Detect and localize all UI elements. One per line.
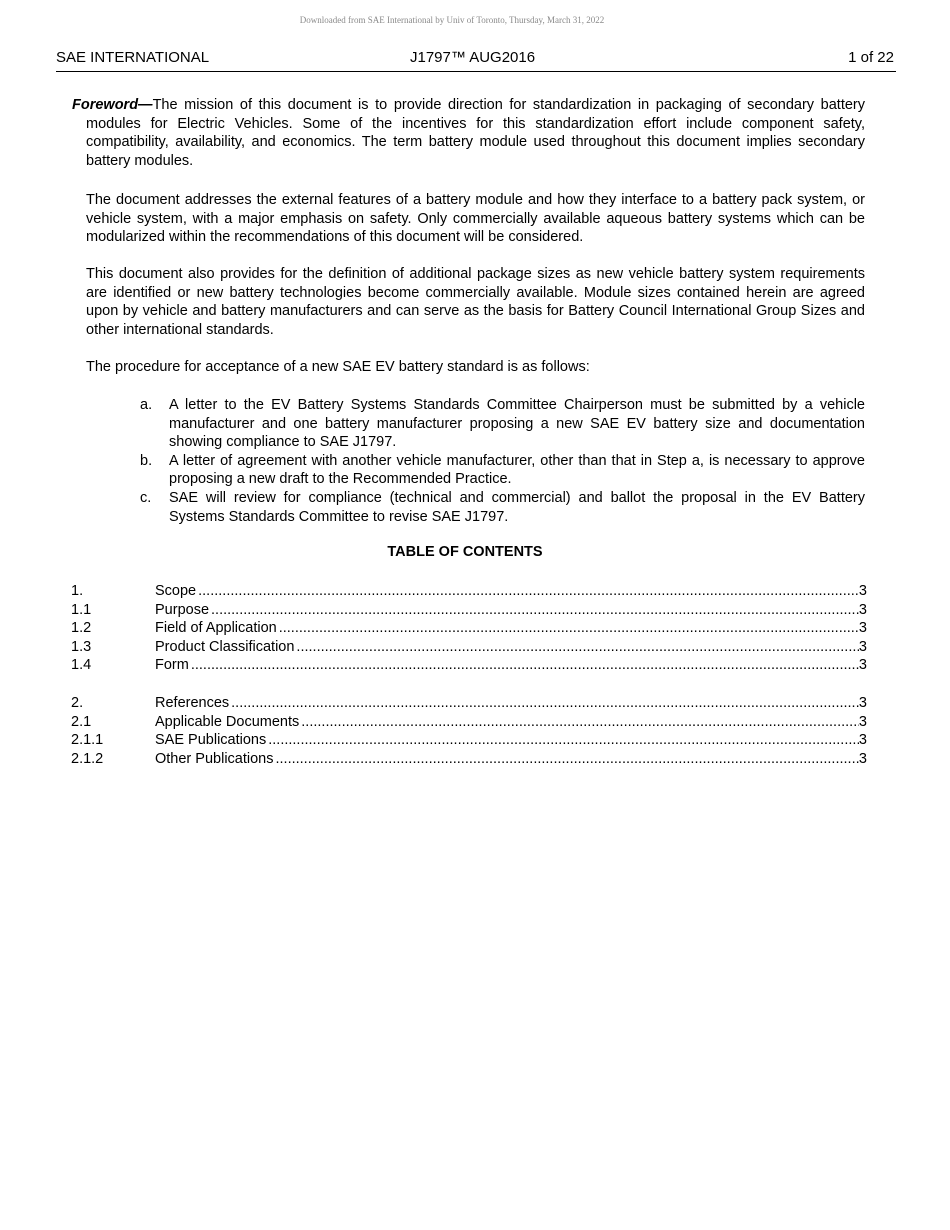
toc-label: SAE Publications [155, 732, 267, 749]
toc-leader-dots [266, 731, 859, 750]
toc-page-number: 3 [858, 732, 867, 749]
list-item [140, 452, 865, 489]
list-item-text: A letter to the EV Battery Systems Standards Committee Chairperson must be submitted by a vehicle manufacturer and one battery manufacturer proposing a new SAE EV battery size and documentation showing compliance to SAE J1797. [169, 397, 865, 451]
toc-section-1 [71, 582, 867, 675]
toc-leader-dots [277, 619, 859, 638]
page-header [56, 49, 896, 72]
toc-page-number: 3 [858, 750, 867, 767]
toc-leader-dots [294, 638, 859, 657]
toc-label: Scope [155, 583, 197, 599]
toc-label: Product Classification [155, 638, 295, 655]
toc-row[interactable] [71, 750, 867, 769]
toc-leader-dots [196, 582, 859, 601]
list-item [140, 396, 865, 452]
toc-leader-dots [189, 656, 859, 675]
download-watermark: Downloaded from SAE International by Univ of Toronto, Thursday, March 31, 2022 [299, 15, 605, 25]
toc-leader-dots [229, 694, 859, 713]
toc-number: 1.1 [71, 601, 92, 618]
list-marker: c. [140, 489, 152, 506]
header-org: SAE INTERNATIONAL [56, 49, 210, 66]
toc-page-number: 3 [858, 713, 867, 730]
toc-label: Applicable Documents [155, 713, 300, 730]
foreword-paragraph [72, 96, 865, 170]
toc-page-number: 3 [858, 657, 867, 674]
toc-row[interactable] [71, 694, 867, 713]
toc-title: TABLE OF CONTENTS [387, 544, 543, 560]
toc-page-number: 3 [858, 620, 867, 637]
toc-number: 1.2 [71, 620, 92, 637]
list-item-text: A letter of agreement with another vehicle manufacturer, other than that in Step a, is necessary to approve proposing a new draft to the Recommended Practice. [169, 452, 865, 488]
list-marker: a. [140, 397, 153, 413]
foreword-lead: Foreword— [72, 97, 153, 113]
toc-number: 2.1 [71, 713, 92, 730]
body-paragraph: The procedure for acceptance of a new SAE EV battery standard is as follows: [86, 359, 590, 375]
foreword-text: The mission of this document is to provide direction for standardization in packaging of secondary battery modules for Electric Vehicles. Some of the incentives for this standardization effort include component safety, compatibility, availability, and economics. The term battery module used throughout this document implies secondary battery modules. [86, 97, 865, 169]
toc-page-number: 3 [858, 695, 867, 711]
list-item [140, 489, 865, 526]
header-page-number: 1 of 22 [848, 49, 894, 66]
list-item-text: SAE will review for compliance (technical and commercial) and ballot the proposal in the EV Battery Systems Standards Committee to revise SAE J1797. [169, 489, 865, 525]
toc-label: Form [155, 657, 189, 674]
toc-number: 1. [71, 583, 84, 599]
toc-leader-dots [273, 750, 858, 769]
toc-number: 1.4 [71, 657, 92, 674]
list-marker: b. [140, 452, 153, 469]
toc-leader-dots [299, 713, 859, 732]
toc-number: 2.1.1 [71, 732, 104, 749]
toc-row[interactable] [71, 619, 867, 638]
toc-number: 2. [71, 695, 84, 711]
toc-row[interactable] [71, 582, 867, 601]
toc-label: References [155, 695, 230, 711]
toc-page-number: 3 [858, 583, 867, 599]
toc-number: 1.3 [71, 638, 92, 655]
toc-row[interactable] [71, 731, 867, 750]
body-paragraph: This document also provides for the definition of additional package sizes as new vehicle battery system requirements are identified or new battery technologies become commercially available. Module sizes contained herein are agreed upon by vehicle and battery manufacturers and can serve as the basis for Battery Council International Group Sizes and other international standards. [86, 266, 865, 338]
header-doc-id: J1797™ AUG2016 [410, 49, 536, 66]
toc-leader-dots [209, 601, 859, 620]
toc-page-number: 3 [858, 638, 867, 655]
toc-label: Field of Application [155, 620, 277, 637]
toc-label: Purpose [155, 601, 210, 618]
toc-number: 2.1.2 [71, 750, 104, 767]
toc-row[interactable] [71, 638, 867, 657]
toc-row[interactable] [71, 713, 867, 732]
toc-row[interactable] [71, 601, 867, 620]
toc-row[interactable] [71, 656, 867, 675]
body-paragraph: The document addresses the external features of a battery module and how they interface to a battery pack system, or vehicle system, with a major emphasis on safety. Only commercially available aqueous battery systems which can be modularized within the recommendations of this document will be considered. [86, 192, 865, 246]
toc-section-2 [71, 694, 867, 768]
toc-page-number: 3 [858, 601, 867, 618]
procedure-list [140, 396, 865, 526]
toc-label: Other Publications [155, 750, 274, 767]
